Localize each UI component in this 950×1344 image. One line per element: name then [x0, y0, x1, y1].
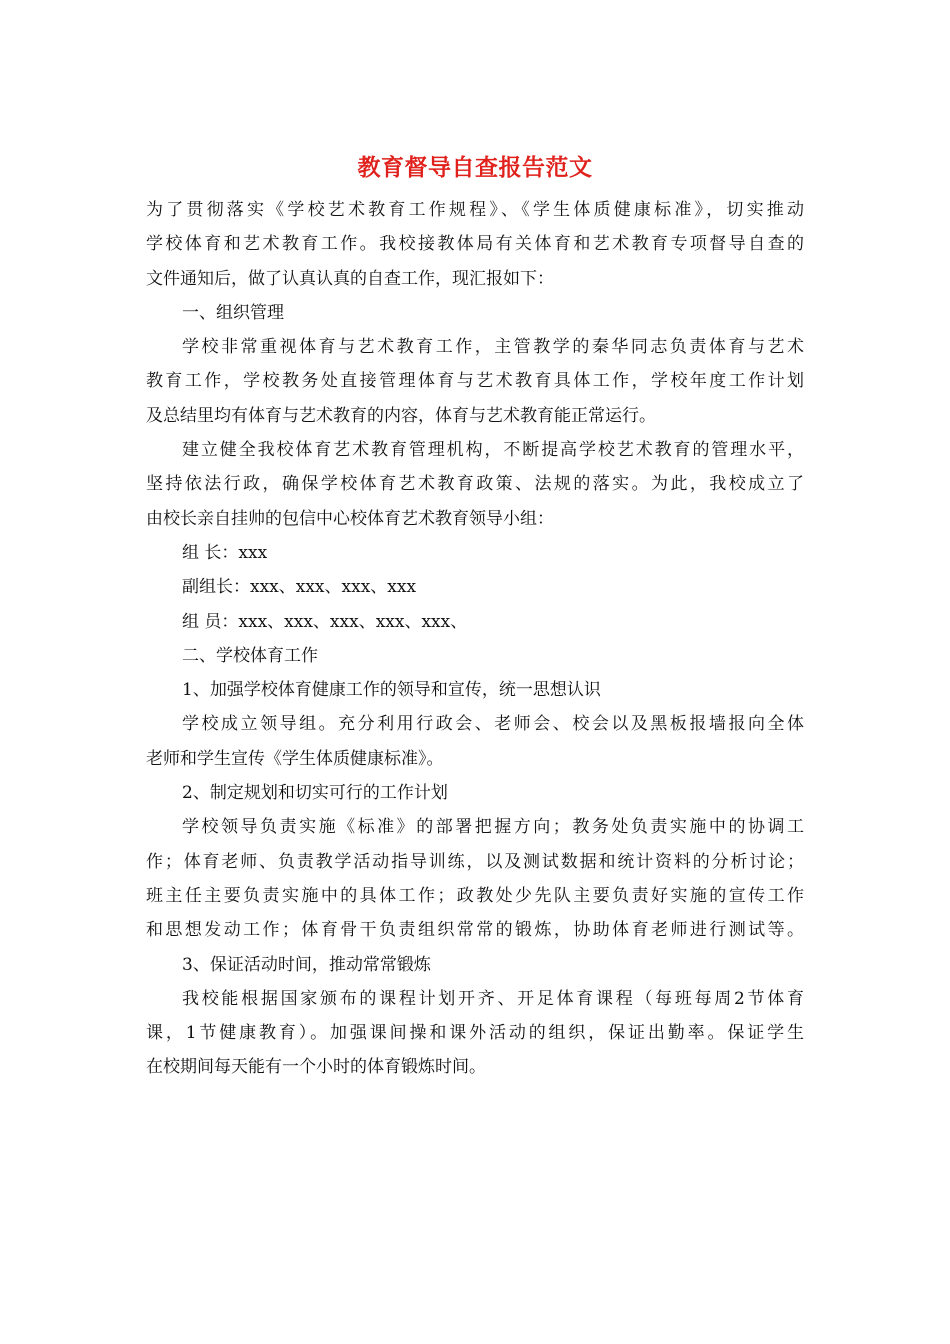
- text-line: 和思想发动工作；体育骨干负责组织常常的锻炼，协助体育老师进行测试等。: [146, 920, 804, 941]
- text-line: 课，1节健康教育）。加强课间操和课外活动的组织，保证出勤率。保证学生: [146, 1023, 804, 1044]
- text-line: 学校非常重视体育与艺术教育工作，主管教学的秦华同志负责体育与艺术: [182, 337, 804, 358]
- text-line: 一、组织管理: [182, 302, 284, 323]
- text-line: 在校期间每天能有一个小时的体育锻炼时间。: [146, 1057, 486, 1078]
- text-line: 班主任主要负责实施中的具体工作；政教处少先队主要负责好实施的宣传工作: [146, 885, 804, 906]
- text-line: 文件通知后，做了认真认真的自查工作，现汇报如下：: [146, 268, 554, 289]
- text-line: 我校能根据国家颁布的课程计划开齐、开足体育课程（每班每周2节体育: [182, 988, 804, 1009]
- text-line: 组 员：xxx、xxx、xxx、xxx、xxx、: [182, 611, 468, 632]
- text-line: 副组长：xxx、xxx、xxx、xxx: [182, 577, 417, 598]
- text-line: 坚持依法行政，确保学校体育艺术教育政策、法规的落实。为此，我校成立了: [146, 474, 804, 495]
- text-line: 学校成立领导组。充分利用行政会、老师会、校会以及黑板报墙报向全体: [182, 714, 804, 735]
- text-line: 由校长亲自挂帅的包信中心校体育艺术教育领导小组：: [146, 508, 554, 529]
- text-line: 组 长：xxx: [182, 542, 268, 563]
- document-body: [146, 193, 804, 1085]
- text-line: 2、制定规划和切实可行的工作计划: [182, 783, 448, 804]
- text-line: 老师和学生宣传《学生体质健康标准》。: [146, 748, 444, 769]
- text-line: 建立健全我校体育艺术教育管理机构，不断提高学校艺术教育的管理水平，: [182, 440, 804, 461]
- text-line: 1、加强学校体育健康工作的领导和宣传，统一思想认识: [182, 680, 601, 701]
- text-line: 3、保证活动时间，推动常常锻炼: [182, 954, 431, 975]
- text-line: 学校体育和艺术教育工作。我校接教体局有关体育和艺术教育专项督导自查的: [146, 234, 804, 255]
- text-line: 教育工作，学校教务处直接管理体育与艺术教育具体工作，学校年度工作计划: [146, 371, 804, 392]
- document-title: 教育督导自查报告范文: [357, 154, 593, 181]
- text-line: 学校领导负责实施《标准》的部署把握方向；教务处负责实施中的协调工: [182, 817, 804, 838]
- text-line: 为了贯彻落实《学校艺术教育工作规程》、《学生体质健康标准》，切实推动: [146, 200, 804, 220]
- text-line: 及总结里均有体育与艺术教育的内容，体育与艺术教育能正常运行。: [146, 405, 656, 426]
- text-line: 作；体育老师、负责教学活动指导训练，以及测试数据和统计资料的分析讨论；: [146, 851, 804, 872]
- text-line: 二、学校体育工作: [182, 645, 318, 666]
